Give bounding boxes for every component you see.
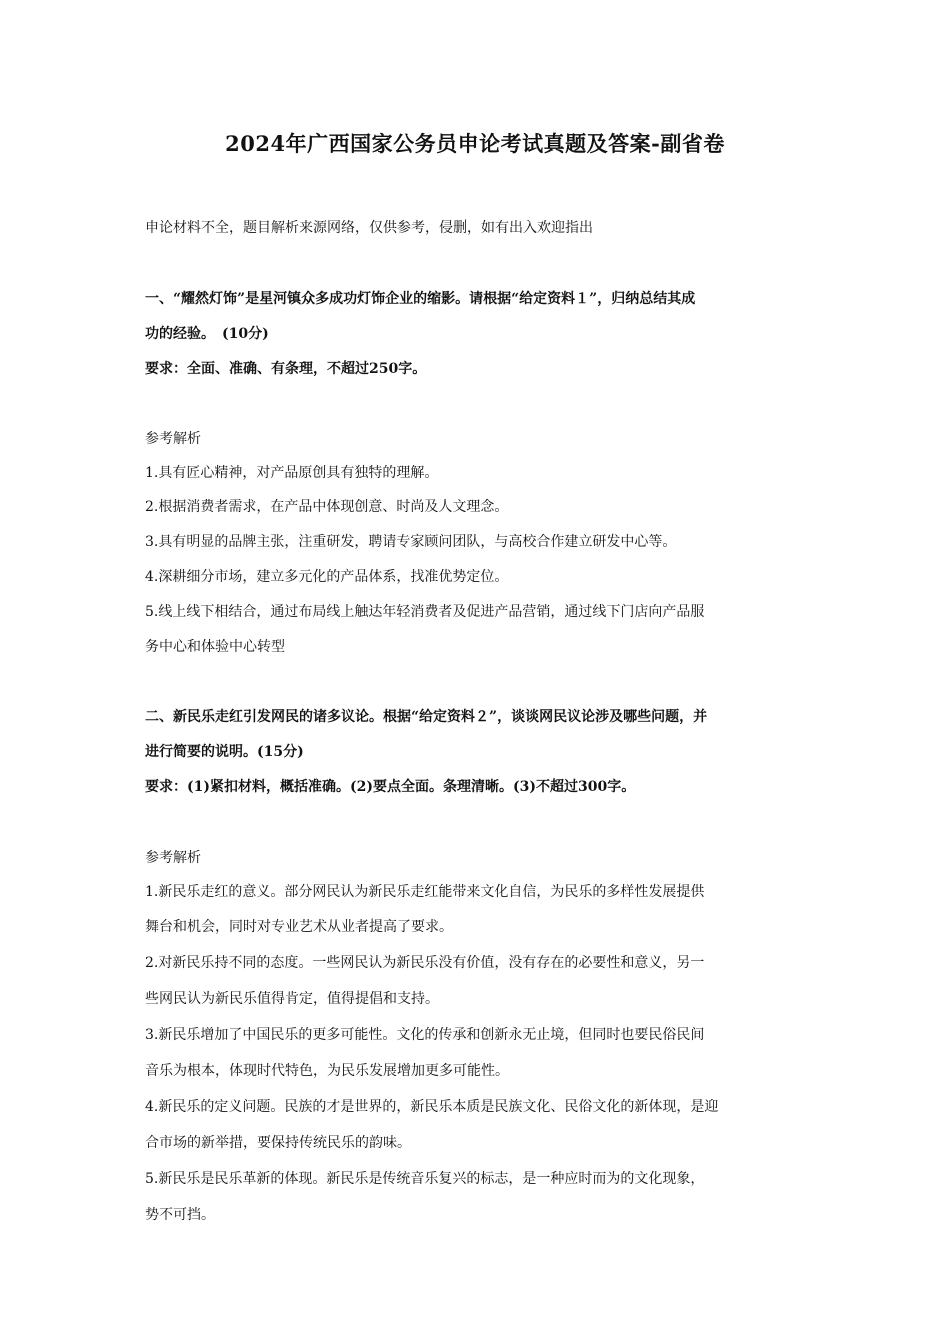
q2-answer-line: 3.新民乐增加了中国民乐的更多可能性。文化的传承和创新永无止境，但同时也要民俗民间 <box>145 1027 705 1043</box>
q2-answer-line: 些网民认为新民乐值得肯定，值得提倡和支持。 <box>145 991 439 1007</box>
q2-requirement: 要求：(1)紧扣材料，概括准确。(2)要点全面。条理清晰。(3)不超过300字。 <box>145 779 636 795</box>
q2-answer-line: 5.新民乐是民乐革新的体现。新民乐是传统音乐复兴的标志，是一种应时而为的文化现象， <box>145 1171 705 1187</box>
q1-prompt-line2: 功的经验。 (10分) <box>145 326 269 342</box>
q2-prompt-line2: 进行简要的说明。(15分) <box>145 744 304 760</box>
document-title: 2024年广西国家公务员申论考试真题及答案-副省卷 <box>225 131 725 156</box>
q1-requirement: 要求：全面、准确、有条理，不超过250字。 <box>145 361 427 377</box>
q1-answer-line: 3.具有明显的品牌主张，注重研发，聘请专家顾问团队，与高校合作建立研发中心等。 <box>145 534 677 550</box>
q2-prompt-line1: 二、新民乐走红引发网民的诸多议论。根据“给定资料２”，谈谈网民议论涉及哪些问题，并 <box>145 709 708 725</box>
q1-prompt-line1: 一、“耀然灯饰”是星河镇众多成功灯饰企业的缩影。请根据“给定资料１”，归纳总结其成 <box>145 291 696 307</box>
q2-answer-line: 合市场的新举措，要保持传统民乐的韵味。 <box>145 1135 411 1151</box>
q2-answer-line: 音乐为根本，体现时代特色，为民乐发展增加更多可能性。 <box>145 1063 509 1079</box>
q1-answer-line: 1.具有匠心精神，对产品原创具有独特的理解。 <box>145 465 439 481</box>
q1-answer-line: 5.线上线下相结合，通过布局线上触达年轻消费者及促进产品营销，通过线下门店向产品服 <box>145 604 705 620</box>
q2-answer-line: 2.对新民乐持不同的态度。一些网民认为新民乐没有价值，没有存在的必要性和意义，另一 <box>145 955 705 971</box>
disclaimer-text: 申论材料不全，题目解析来源网络，仅供参考，侵删，如有出入欢迎指出 <box>145 220 593 236</box>
q1-answer-line: 4.深耕细分市场，建立多元化的产品体系，找准优势定位。 <box>145 569 509 585</box>
q2-answer-line: 舞台和机会，同时对专业艺术从业者提高了要求。 <box>145 919 453 935</box>
q1-answer-line: 务中心和体验中心转型 <box>145 639 285 655</box>
q2-answer-line: 1.新民乐走红的意义。部分网民认为新民乐走红能带来文化自信，为民乐的多样性发展提供 <box>145 884 705 900</box>
q2-answer-line: 4.新民乐的定义问题。民族的才是世界的，新民乐本质是民族文化、民俗文化的新体现，是迎 <box>145 1099 719 1115</box>
q2-analysis-label: 参考解析 <box>145 850 201 866</box>
q1-analysis-label: 参考解析 <box>145 431 201 447</box>
q1-answer-line: 2.根据消费者需求，在产品中体现创意、时尚及人文理念。 <box>145 499 509 515</box>
q2-answer-line: 势不可挡。 <box>145 1207 215 1223</box>
